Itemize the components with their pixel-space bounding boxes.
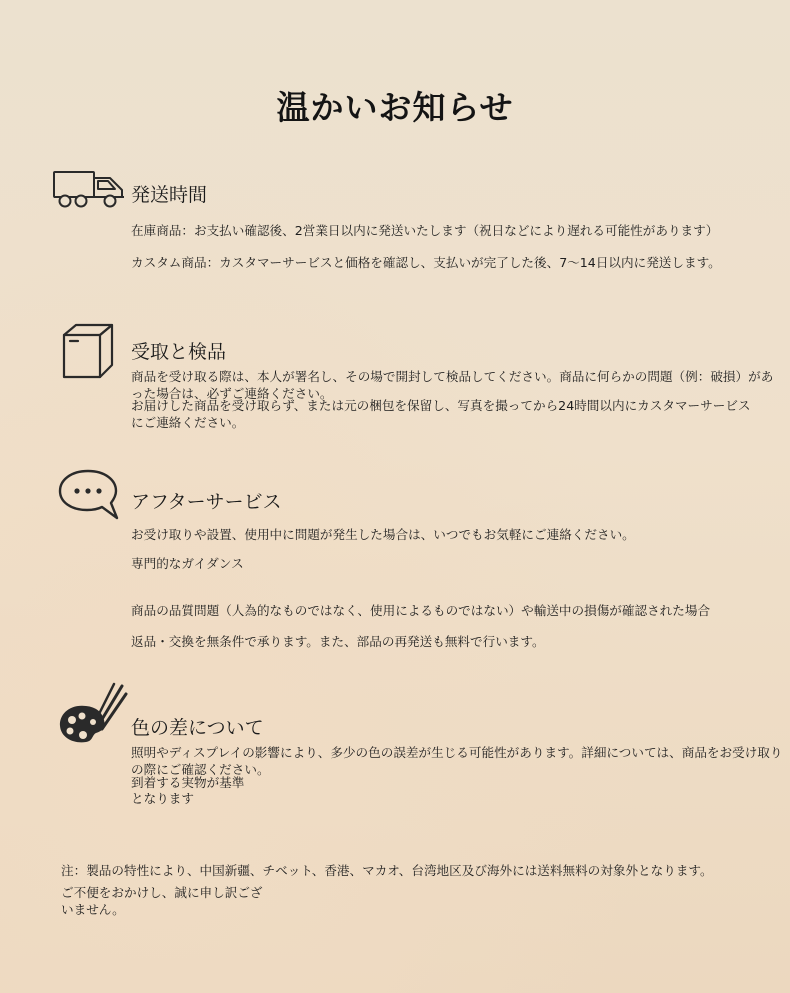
shipping-line-custom: カスタム商品：カスタマーサービスと価格を確認し、支払いが完了した後、7〜14日以内に発送します。 <box>131 255 721 270</box>
after-service-line-return: 返品・交換を無条件で承ります。また、部品の再発送も無料で行います。 <box>131 634 545 649</box>
receipt-line-contact: お届けした商品を受け取らず、または元の梱包を保留し、写真を撮ってから24時間以内にカスタマーサービスにご連絡ください。 <box>131 398 751 430</box>
box-icon <box>58 321 120 381</box>
after-service-line-guidance: 専門的なガイダンス <box>131 556 244 571</box>
section-heading-receipt: 受取と検品 <box>131 341 227 363</box>
after-service-line-contact: お受け取りや設置、使用中に問題が発生した場合は、いつでもお気軽にご連絡ください。 <box>131 527 635 542</box>
truck-icon <box>52 166 128 210</box>
section-heading-shipping: 発送時間 <box>131 184 208 206</box>
color-line-standard: 到着する実物が基準 <box>131 775 245 790</box>
apology-note: ご不便をおかけし、誠に申し訳ございません。 <box>61 885 263 917</box>
palette-icon <box>56 682 130 748</box>
after-service-line-quality: 商品の品質問題（人為的なものではなく、使用によるものではない）や輸送中の損傷が確認された場合 <box>131 603 711 618</box>
speech-bubble-icon <box>57 468 123 524</box>
receipt-line-inspect: 商品を受け取る際は、本人が署名し、その場で開封して検品してください。商品に何らかの問題（例：破損）があった場合は、必ずご連絡ください。 <box>131 369 774 401</box>
page-title: 温かいお知らせ <box>276 88 514 127</box>
section-heading-color: 色の差について <box>131 717 264 739</box>
color-line-variance: 照明やディスプレイの影響により、多少の色の誤差が生じる可能性があります。詳細については、商品をお受け取りの際にご確認ください。 <box>131 745 783 777</box>
shipping-exclusion-note: 注：製品の特性により、中国新疆、チベット、香港、マカオ、台湾地区及び海外には送料無料の対象外となります。 <box>61 863 713 878</box>
shipping-line-stock: 在庫商品：お支払い確認後、2営業日以内に発送いたします（祝日などにより遅れる可能性があります） <box>131 223 719 238</box>
color-line-standard-end: となります <box>131 791 194 806</box>
section-heading-after-service: アフターサービス <box>131 491 282 513</box>
